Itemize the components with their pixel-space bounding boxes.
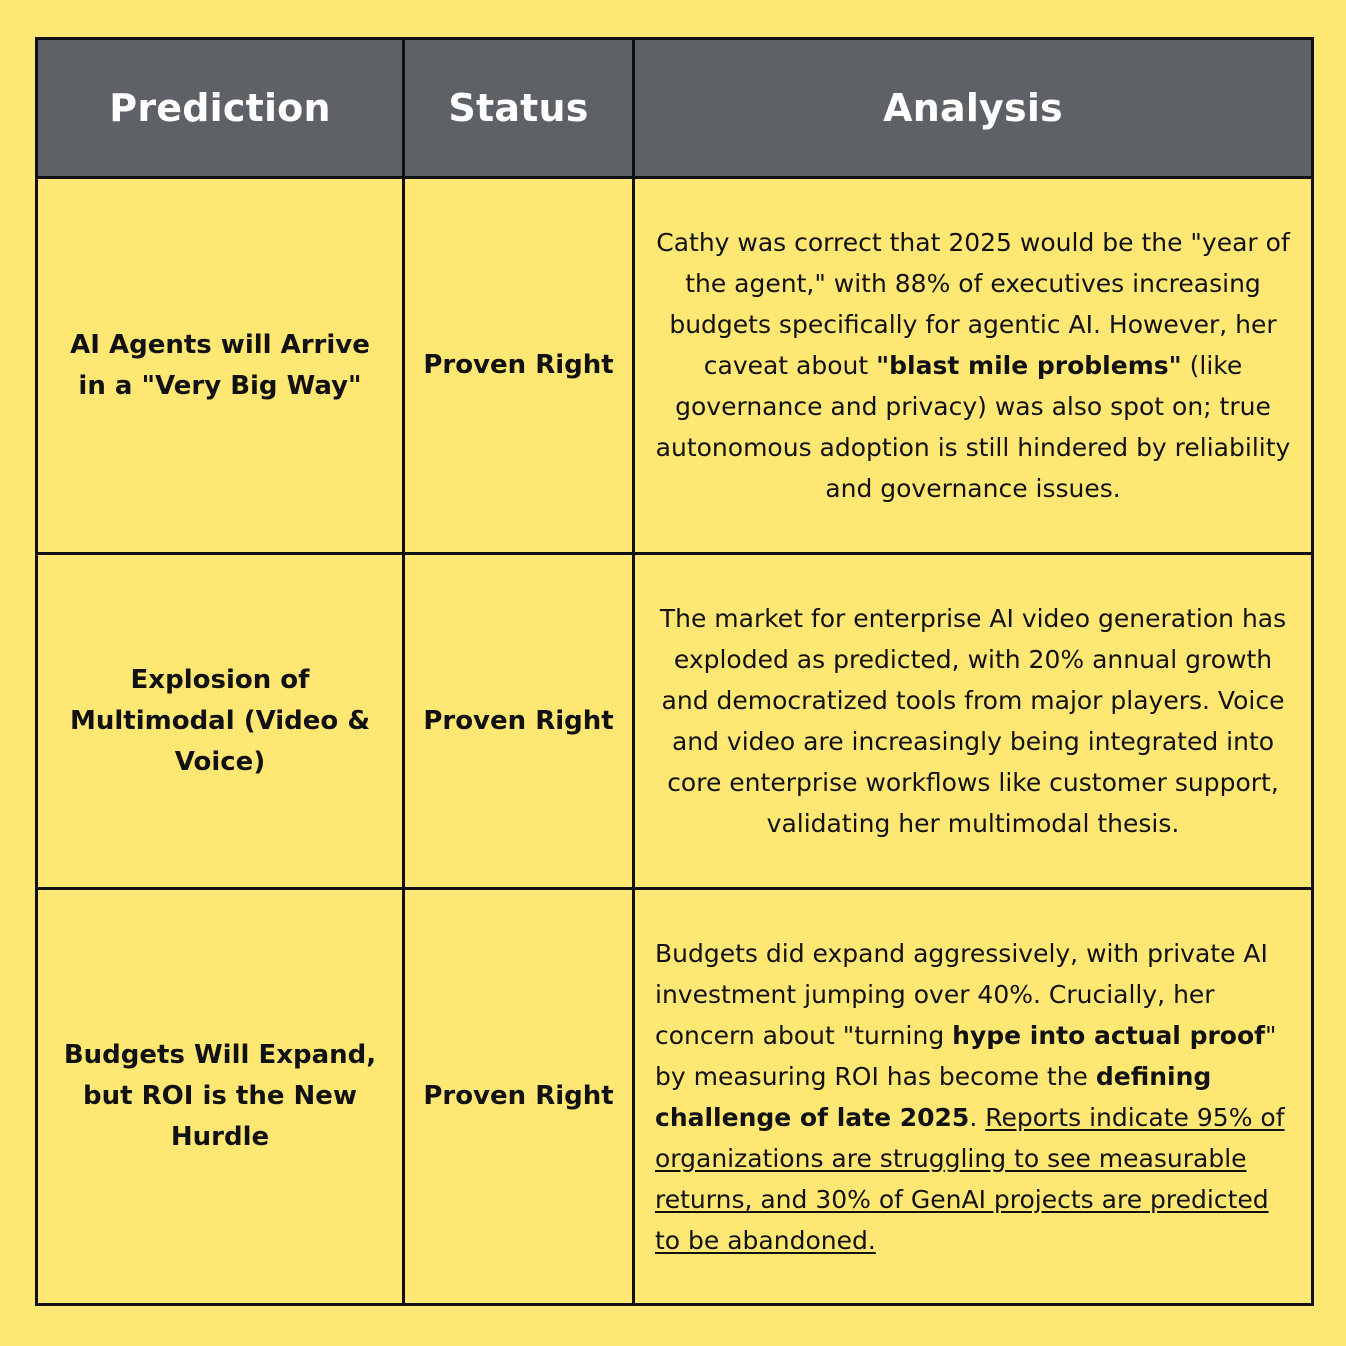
header-prediction: Prediction bbox=[37, 39, 404, 178]
prediction-cell bbox=[37, 554, 404, 889]
header-status: Status bbox=[404, 39, 634, 178]
prediction-text: Budgets Will Expand, but ROI is the New Hurdle bbox=[63, 1040, 377, 1152]
prediction-cell bbox=[37, 889, 404, 1305]
status-text: Proven Right bbox=[423, 1081, 614, 1111]
prediction-cell bbox=[37, 178, 404, 554]
analysis-text-part: Cathy was correct that 2025 would be the "year of the agent," with 88% of executives increasing budgets specifically for agentic AI. However, her caveat about bbox=[656, 228, 1290, 380]
analysis-text-part: Budgets did expand aggressively, with private AI investment jumping over 40%. Crucially, her concern about "turning bbox=[655, 938, 1268, 1050]
analysis-cell bbox=[634, 554, 1313, 889]
analysis-bold-phrase: defining challenge of late 2025 bbox=[655, 1061, 1212, 1132]
analysis-cell bbox=[634, 889, 1313, 1305]
table-row bbox=[37, 178, 1313, 554]
prediction-text: AI Agents will Arrive in a "Very Big Way" bbox=[70, 329, 370, 401]
prediction-text: Explosion of Multimodal (Video & Voice) bbox=[69, 664, 370, 777]
status-cell bbox=[404, 889, 634, 1305]
predictions-table bbox=[35, 37, 1314, 1306]
analysis-underlined-text: Reports indicate 95% of organizations are struggling to see measurable returns, and 30% of GenAI projects are predicted to be abandoned. bbox=[655, 1102, 1285, 1255]
analysis-bold-phrase: hype into actual proof bbox=[952, 1020, 1266, 1050]
header-analysis: Analysis bbox=[634, 39, 1313, 178]
status-text: Proven Right bbox=[423, 705, 614, 736]
status-cell bbox=[404, 178, 634, 554]
analysis-text bbox=[635, 222, 1311, 509]
status-cell bbox=[404, 554, 634, 889]
analysis-text-part: (like governance and privacy) was also spot on; true autonomous adoption is still hindered by reliability and governance issues. bbox=[655, 351, 1291, 503]
header-row bbox=[37, 39, 1313, 178]
analysis-text-part: . bbox=[969, 1102, 986, 1132]
table-row bbox=[37, 554, 1313, 889]
table-row bbox=[37, 889, 1313, 1305]
analysis-text bbox=[635, 933, 1311, 1261]
analysis-text: The market for enterprise AI video generation has exploded as predicted, with 20% annual growth and democratized tools from major players. Voice and video are increasingly being integrated into core enterprise workflows like customer support, validating her multimodal thesis. bbox=[659, 604, 1287, 838]
analysis-bold-phrase: "blast mile problems" bbox=[876, 351, 1182, 380]
analysis-text-part: " by measuring ROI has become the bbox=[655, 1020, 1277, 1091]
status-text: Proven Right bbox=[423, 350, 614, 380]
analysis-cell bbox=[634, 178, 1313, 554]
